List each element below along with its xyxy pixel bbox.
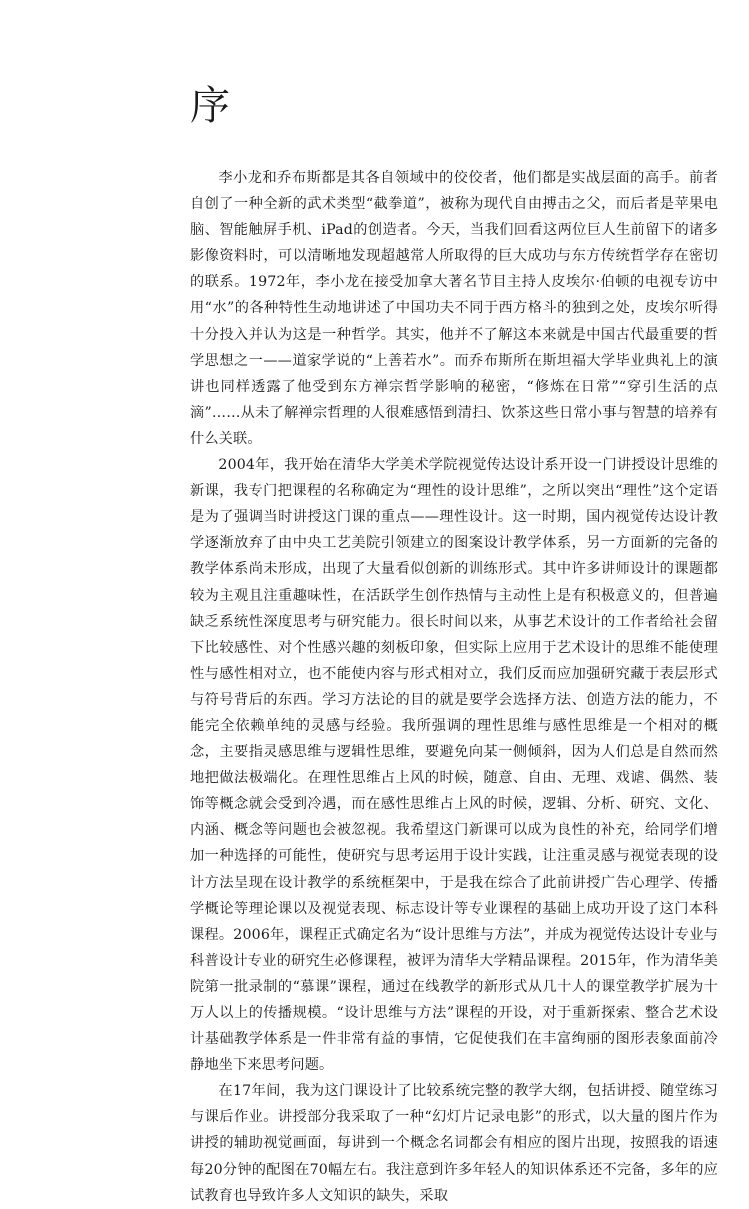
paragraph: 李小龙和乔布斯都是其各自领域中的佼佼者，他们都是实战层面的高手。前者自创了一种全新的武术类型“截拳道”，被称为现代自由搏击之父，而后者是苹果电脑、智能触屏手机、iPad的创造者。今天，当我们回看这两位巨人生前留下的诸多影像资料时，可以清晰地发现超越常人所取得的巨大成功与东方传统哲学存在密切的联系。1972年，李小龙在接受加拿大著名节目主持人皮埃尔·伯顿的电视专访中用“水”的各种特性生动地讲述了中国功夫不同于西方格斗的独到之处，皮埃尔听得十分投入并认为这是一种哲学。其实，他并不了解这本来就是中国古代最重要的哲学思想之一——道家学说的“上善若水”。而乔布斯所在斯坦福大学毕业典礼上的演讲也同样透露了他受到东方禅宗哲学影响的秘密，“修炼在日常”“穿引生活的点滴”……从未了解禅宗哲理的人很难感悟到清扫、饮茶这些日常小事与智慧的培养有什么关联。	[190, 170, 718, 447]
paragraph: 2004年，我开始在清华大学美术学院视觉传达设计系开设一门讲授设计思维的新课，我专门把课程的名称确定为“理性的设计思维”，之所以突出“理性”这个定语是为了强调当时讲授这门课的重点——理性设计。这一时期，国内视觉传达设计教学逐渐放弃了由中央工艺美院引领建立的图案设计教学体系，另一方面新的完备的教学体系尚未形成，出现了大量看似创新的训练形式。其中许多讲师设计的课题都较为主观且注重趣味性，在活跃学生创作热情与主动性上是有积极意义的，但普遍缺乏系统性深度思考与研究能力。很长时间以来，从事艺术设计的工作者给社会留下比较感性、对个性感兴趣的刻板印象，但实际上应用于艺术设计的思维不能使理性与感性相对立，也不能使内容与形式相对立，我们反而应加强研究藏于表层形式与符号背后的东西。学习方法论的目的就是要学会选择方法、创造方法的能力，不能完全依赖单纯的灵感与经验。我所强调的理性思维与感性思维是一个相对的概念，主要指灵感思维与逻辑性思维，要避免向某一侧倾斜，因为人们总是自然而然地把做法极端化。在理性思维占上风的时候，随意、自由、无理、戏谑、偶然、装饰等概念就会受到冷遇，而在感性思维占上风的时候，逻辑、分析、研究、文化、内涵、概念等问题也会被忽视。我希望这门新课可以成为良性的补充，给同学们增加一种选择的可能性，使研究与思考运用于设计实践，让注重灵感与视觉表现的设计方法呈现在设计教学的系统框架中，于是我在综合了此前讲授广告心理学、传播学概论等理论课以及视觉表现、标志设计等专业课程的基础上成功开设了这门本科课程。2006年，课程正式确定名为“设计思维与方法”，并成为视觉传达设计专业与科普设计专业的研究生必修课程，被评为清华大学精品课程。2015年，作为清华美院第一批录制的“慕课”课程，通过在线教学的新形式从几十人的课堂教学扩展为十万人以上的传播规模。“设计思维与方法”课程的开设，对于重新探索、整合艺术设计基础教学体系是一件非常有益的事情，它促使我们在丰富绚丽的图形表象面前冷静地坐下来思考问题。	[190, 457, 718, 1074]
page-title: 序	[190, 83, 232, 129]
paragraph: 在17年间，我为这门课设计了比较系统完整的教学大纲，包括讲授、随堂练习与课后作业。讲授部分我采取了一种“幻灯片记录电影”的形式，以大量的图片作为讲授的辅助视觉画面，每讲到一个概念名词都会有相应的图片出现，按照我的语速每20分钟的配图在70幅左右。我注意到许多年轻人的知识体系还不完备，多年的应试教育也导致许多人文知识的缺失，采取	[190, 1083, 718, 1204]
preface-body	[190, 165, 718, 1209]
